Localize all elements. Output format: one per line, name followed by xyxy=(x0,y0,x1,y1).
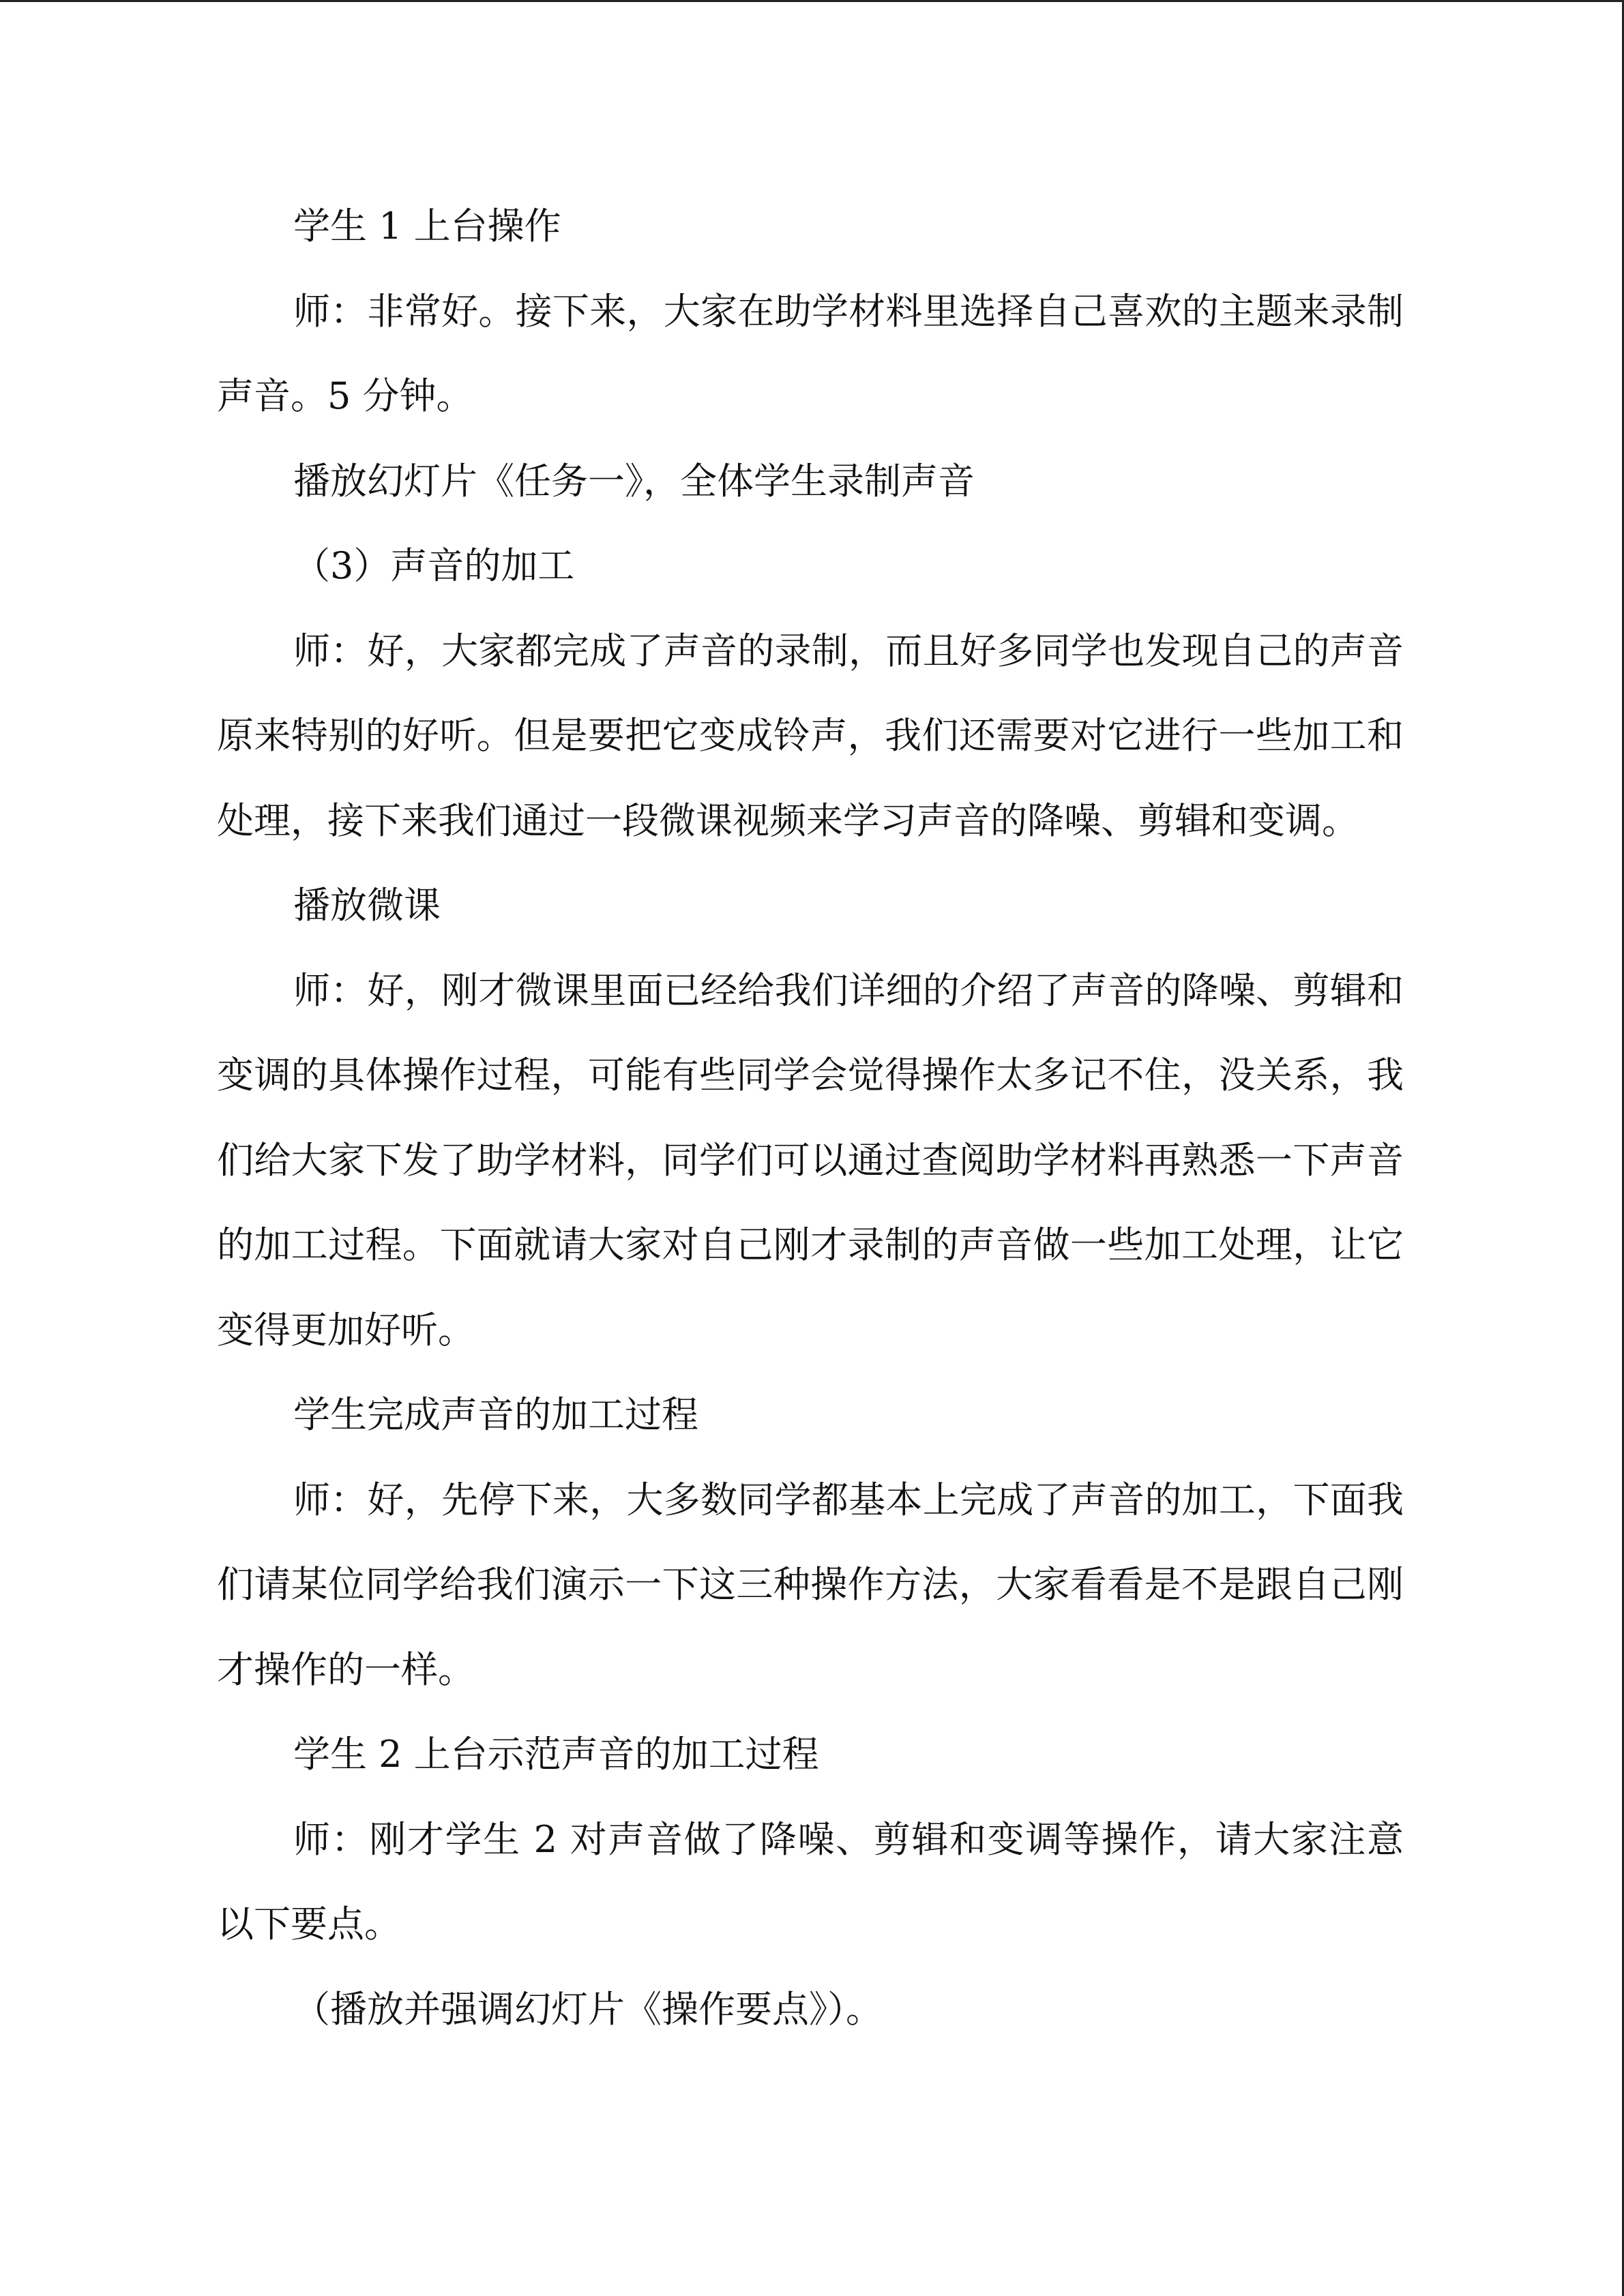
paragraph-students-complete-processing: 学生完成声音的加工过程 xyxy=(293,1393,698,1436)
paragraph-teacher-microlesson-review: 师：好，刚才微课里面已经给我们详细的介绍了声音的降噪、剪辑和变调的具体操作过程，可能有些同学会觉得操作太多记不住，没关系，我们给大家下发了助学材料，同学们可以通过查阅助学材料再熟悉一下声音的加工过程。下面就请大家对自己刚才录制的声音做一些加工处理，让它变得更加好听。 xyxy=(217,968,1404,1352)
paragraph-teacher-record-instruction: 师：非常好。接下来，大家在助学材料里选择自己喜欢的主题来录制声音。5 分钟。 xyxy=(217,289,1404,417)
paragraph-student2-demo: 学生 2 上台示范声音的加工过程 xyxy=(293,1733,819,1776)
paragraph-teacher-key-points: 师：刚才学生 2 对声音做了降噪、剪辑和变调等操作，请大家注意以下要点。 xyxy=(217,1817,1404,1945)
paragraph-student1-operation: 学生 1 上台操作 xyxy=(293,205,561,248)
paragraph-play-key-points-slide: （播放并强调幻灯片《操作要点》）。 xyxy=(293,1987,883,2031)
paragraph-teacher-demo-request: 师：好，先停下来，大多数同学都基本上完成了声音的加工，下面我们请某位同学给我们演示一下这三种操作方法，大家看看是不是跟自己刚才操作的一样。 xyxy=(217,1478,1404,1691)
top-border-line xyxy=(0,0,1624,2)
document-body xyxy=(217,184,1404,2052)
paragraph-teacher-processing-intro: 师：好，大家都完成了声音的录制，而且好多同学也发现自己的声音原来特别的好听。但是要把它变成铃声，我们还需要对它进行一些加工和处理，接下来我们通过一段微课视频来学习声音的降噪、剪辑和变调。 xyxy=(217,629,1404,842)
paragraph-play-microlesson: 播放微课 xyxy=(293,884,441,927)
section-heading-sound-processing: （3）声音的加工 xyxy=(293,544,575,587)
paragraph-play-task-one: 播放幻灯片《任务一》，全体学生录制声音 xyxy=(293,459,975,503)
